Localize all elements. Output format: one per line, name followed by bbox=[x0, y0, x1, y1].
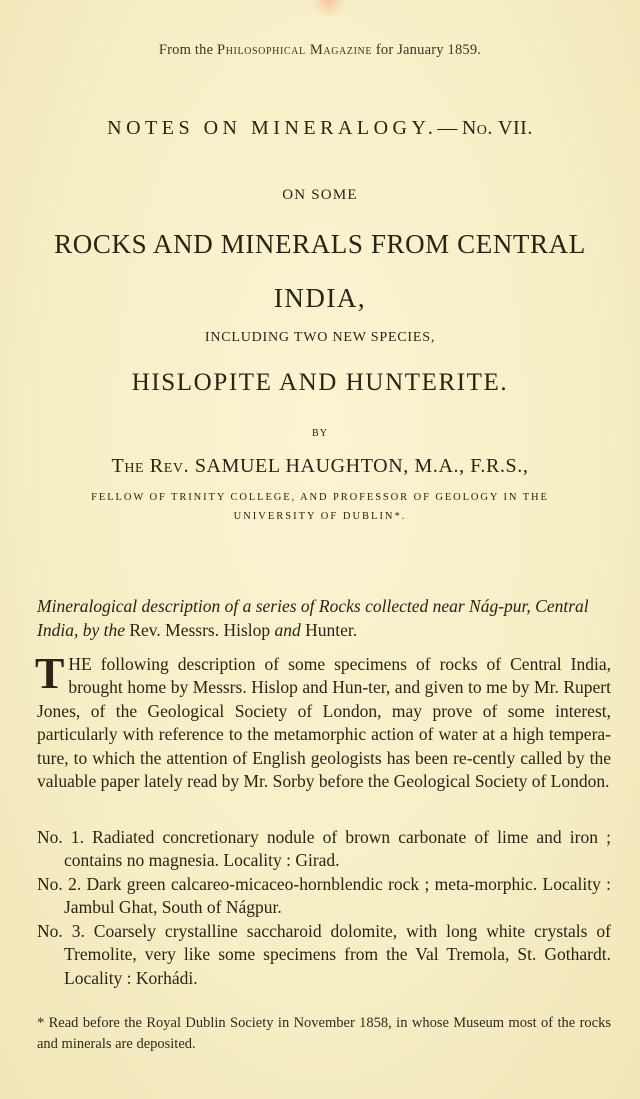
species-title: HISLOPITE AND HUNTERITE. bbox=[131, 369, 509, 396]
provenance-line bbox=[0, 42, 640, 59]
abstract-names-2: Hunter. bbox=[305, 620, 358, 640]
specimen-item-text: No. 3. Coarsely crystalline saccharoid dolomite, with long white crystals of Tremolite, very like some specimens from the Val Tremola, St. Gothardt. Locality : Korhádi. bbox=[37, 921, 611, 988]
series-heading bbox=[0, 117, 640, 140]
journal-name: Philosophical Magazine bbox=[217, 42, 373, 58]
paper-stain bbox=[312, 0, 346, 18]
abstract-names-1: Rev. Messrs. Hislop bbox=[129, 620, 271, 640]
body-paragraph bbox=[35, 649, 611, 793]
series-title: NOTES ON MINERALOGY.— bbox=[107, 117, 462, 139]
main-title-line-1: ROCKS AND MINERALS FROM CENTRAL bbox=[54, 229, 586, 259]
drop-cap: T bbox=[35, 649, 65, 698]
provenance-prefix: From the bbox=[158, 42, 218, 58]
author-line bbox=[0, 455, 640, 478]
affiliation-line-1: FELLOW OF TRINITY COLLEGE, AND PROFESSOR OF GEOLOGY IN THE bbox=[91, 492, 549, 503]
abstract bbox=[37, 594, 605, 642]
body-paragraph-text: HE following description of some specimens of rocks of Central India, brought home by Messrs. Hislop and Hun-ter, and given to me by Mr. Rupert Jones, of the Geological Society of London, may prove of some interest, particularly with reference to the metamorphic action of water at a high tempera-ture, to which the attention of English geologists has been re-cently called by the valuable paper lately read by Mr. Sorby before the Geological Society of London. bbox=[37, 654, 611, 792]
specimen-item-text: No. 2. Dark green calcareo-micaceo-hornblendic rock ; meta-morphic. Locality : Jambul Ghat, South of Nágpur. bbox=[37, 874, 611, 918]
specimen-item-text: No. 1. Radiated concretionary nodule of brown carbonate of lime and iron ; contains no magnesia. Locality : Girad. bbox=[37, 827, 611, 871]
title-prefix: ON SOME bbox=[282, 187, 358, 203]
main-title-line-2: INDIA, bbox=[273, 283, 367, 313]
footnote: * Read before the Royal Dublin Society in November 1858, in whose Museum most of the rocks and minerals are deposited. bbox=[37, 1015, 611, 1052]
provenance-suffix: for January 1859. bbox=[372, 42, 482, 58]
abstract-text-2: and bbox=[270, 620, 306, 640]
affiliation-line-2: UNIVERSITY OF DUBLIN*. bbox=[233, 511, 407, 522]
specimen-item bbox=[37, 920, 611, 990]
specimen-item bbox=[37, 826, 611, 873]
author-name: SAMUEL HAUGHTON, M.A., F.R.S., bbox=[194, 455, 529, 477]
by-label: BY bbox=[312, 428, 328, 439]
specimen-item bbox=[37, 873, 611, 920]
subtitle-including: INCLUDING TWO NEW SPECIES, bbox=[204, 330, 436, 345]
author-prefix: The Rev. bbox=[111, 455, 195, 477]
series-number: No. VII. bbox=[461, 117, 533, 139]
abstract-text-1: Mineralogical description of a series of Rocks collected near Nág-pur, Central India, by the bbox=[37, 596, 589, 640]
